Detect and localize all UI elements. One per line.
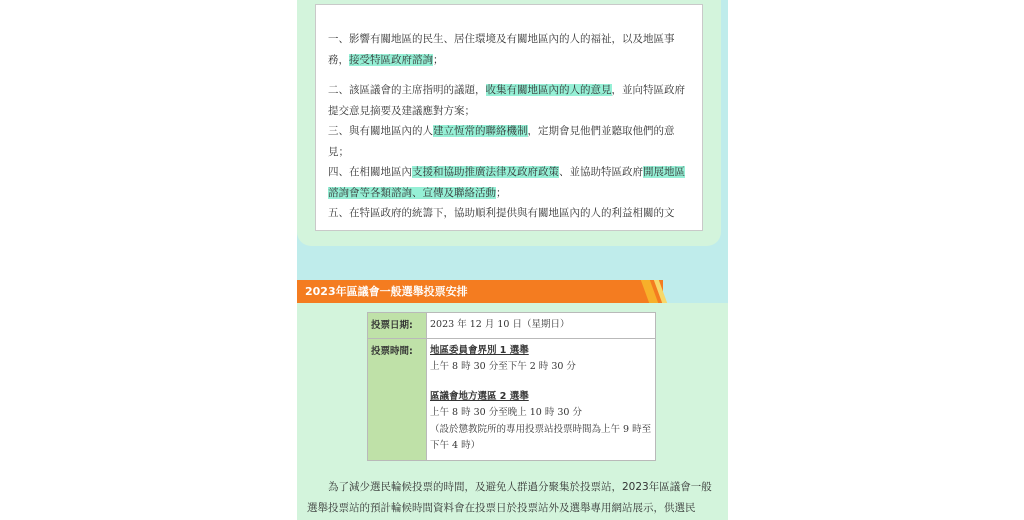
duties-list[interactable] — [328, 29, 690, 220]
highlighted-text: 收集有關地區內的人的意見 — [485, 84, 612, 96]
dc-constituency-title: 地區委員會界別 1 選舉 — [430, 344, 529, 356]
duty-item — [328, 203, 690, 220]
highlighted-text: 接受特區政府諮詢 — [349, 53, 433, 66]
duty-text: 一、影響有關地區的民生、居住環境及有關地區內的人的福祉，以及地區事務， — [328, 33, 675, 66]
highlighted-text: 建立恆常的聯絡機制 — [433, 125, 528, 137]
voting-section — [297, 303, 728, 520]
duty-text: 五、在特區政府的統籌下，協助順利提供與有關地區內的人的利益相關的文 — [328, 207, 675, 219]
spacer — [430, 376, 652, 389]
correctional-note: （設於懲教院所的專用投票站投票時間為上午 9 時至下午 4 時） — [430, 423, 652, 451]
duty-item — [328, 29, 690, 70]
highlighted-text: 支援和協助推廣法律及政府政策 — [412, 166, 559, 178]
voting-arrangement-table — [367, 312, 656, 461]
polling-hours-value — [427, 338, 656, 460]
content-column — [297, 0, 728, 520]
section-title: 2023年區議會一般選舉投票安排 — [297, 280, 663, 303]
geo-constituency-hours: 上午 8 時 30 分至晚上 10 時 30 分 — [430, 407, 582, 418]
duty-item — [328, 162, 690, 203]
duty-text: 、並協助特區政府 — [559, 166, 643, 178]
duty-text: ； — [496, 186, 507, 199]
duty-text: 三、與有關地區內的人 — [328, 125, 433, 137]
polling-date-label: 投票日期: — [368, 313, 427, 339]
duty-text: ，定期會見他們並聽取他們的意見； — [328, 125, 675, 158]
duty-item — [328, 80, 690, 121]
duty-text: 二、該區議會的主席指明的議題， — [328, 84, 486, 96]
polling-hours-label: 投票時間: — [368, 338, 427, 460]
highlighted-text: 開展地區諮詢會等各類諮詢、宣傳及聯絡活動 — [328, 166, 685, 199]
dc-constituency-hours: 上午 8 時 30 分至下午 2 時 30 分 — [430, 361, 576, 372]
duty-item — [328, 121, 690, 162]
duties-card — [315, 4, 703, 231]
polling-date-value: 2023 年 12 月 10 日（星期日） — [427, 313, 656, 339]
duty-text: ； — [433, 53, 444, 66]
duty-text: 四、在相關地區內 — [328, 166, 412, 178]
queue-info-paragraph: 為了減少選民輪候投票的時間，及避免人群過分聚集於投票站，2023年區議會一般選舉投票站的預計輪候時間資料會在投票日於投票站外及選舉專用網站展示，供選民 — [307, 481, 712, 514]
geo-constituency-title: 區議會地方選區 2 選舉 — [430, 390, 529, 402]
duty-text: ，並向特區政府提交意見摘要及建議應對方案； — [328, 84, 685, 117]
duties-panel — [297, 0, 721, 246]
